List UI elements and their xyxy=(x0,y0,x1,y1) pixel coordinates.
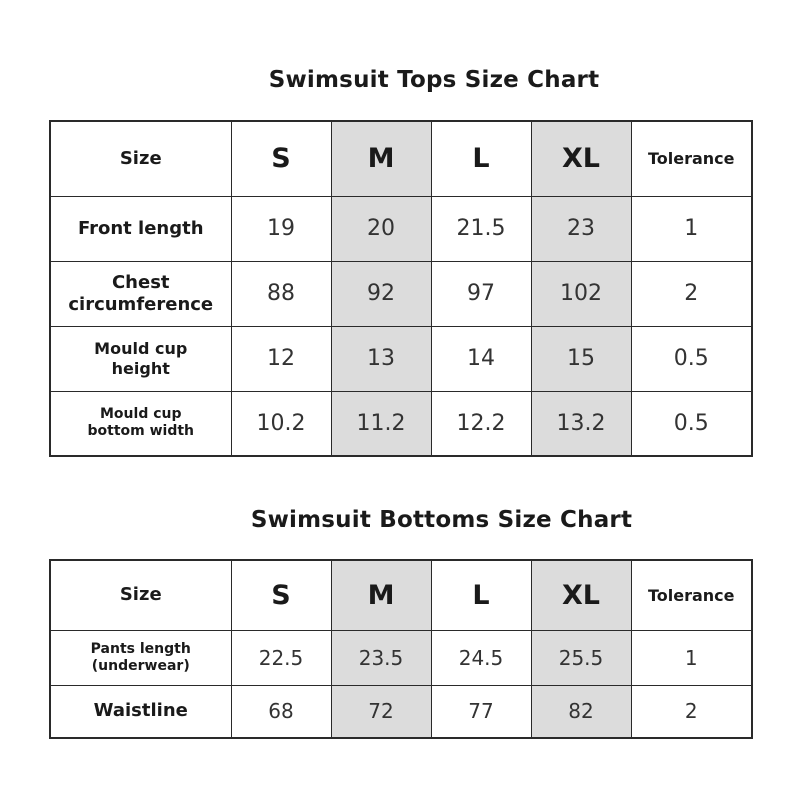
value-cell: 25.5 xyxy=(531,630,631,685)
size-header-label: Size xyxy=(50,121,231,196)
row-label-line: height xyxy=(111,358,170,378)
row-label-line: Mould cup xyxy=(94,338,188,358)
size-m-header: M xyxy=(331,560,431,630)
value-cell: 15 xyxy=(531,326,631,391)
row-label-front-length: Front length xyxy=(50,196,231,261)
table-row xyxy=(50,196,752,261)
row-label-line: Chest xyxy=(111,271,170,293)
value-cell: 20 xyxy=(331,196,431,261)
tolerance-cell: 2 xyxy=(631,685,752,738)
row-label-line: Mould cup xyxy=(100,406,182,423)
table-row xyxy=(50,261,752,326)
row-label-pants-length xyxy=(50,630,231,685)
table-row xyxy=(50,391,752,456)
tolerance-cell: 1 xyxy=(631,630,752,685)
row-label-mould-cup-height xyxy=(50,326,231,391)
table-row xyxy=(50,326,752,391)
tolerance-header: Tolerance xyxy=(631,121,752,196)
bottoms-size-chart-title: Swimsuit Bottoms Size Chart xyxy=(250,507,633,533)
row-label-line: bottom width xyxy=(87,423,195,440)
table-row xyxy=(50,685,752,738)
value-cell: 102 xyxy=(531,261,631,326)
value-cell: 14 xyxy=(431,326,531,391)
value-cell: 72 xyxy=(331,685,431,738)
size-m-header: M xyxy=(331,121,431,196)
tops-size-chart-title: Swimsuit Tops Size Chart xyxy=(268,67,600,93)
value-cell: 10.2 xyxy=(231,391,331,456)
value-cell: 88 xyxy=(231,261,331,326)
value-cell: 12 xyxy=(231,326,331,391)
value-cell: 12.2 xyxy=(431,391,531,456)
bottoms-size-table xyxy=(49,559,753,739)
value-cell: 82 xyxy=(531,685,631,738)
row-label-mould-cup-bottom-width xyxy=(50,391,231,456)
value-cell: 77 xyxy=(431,685,531,738)
value-cell: 97 xyxy=(431,261,531,326)
value-cell: 23 xyxy=(531,196,631,261)
tolerance-cell: 1 xyxy=(631,196,752,261)
table-row xyxy=(50,630,752,685)
size-s-header: S xyxy=(231,560,331,630)
value-cell: 22.5 xyxy=(231,630,331,685)
table-header-row xyxy=(50,560,752,630)
row-label-chest-circumference xyxy=(50,261,231,326)
tops-size-table xyxy=(49,120,753,457)
row-label-waistline: Waistline xyxy=(50,685,231,738)
size-header-label: Size xyxy=(50,560,231,630)
value-cell: 11.2 xyxy=(331,391,431,456)
row-label-line: Pants length xyxy=(90,640,191,657)
value-cell: 24.5 xyxy=(431,630,531,685)
value-cell: 68 xyxy=(231,685,331,738)
tolerance-cell: 0.5 xyxy=(631,391,752,456)
size-xl-header: XL xyxy=(531,121,631,196)
value-cell: 13.2 xyxy=(531,391,631,456)
size-l-header: L xyxy=(431,560,531,630)
row-label-line: circumference xyxy=(68,293,214,315)
tolerance-header: Tolerance xyxy=(631,560,752,630)
value-cell: 21.5 xyxy=(431,196,531,261)
value-cell: 92 xyxy=(331,261,431,326)
row-label-line: (underwear) xyxy=(91,657,190,674)
tolerance-cell: 2 xyxy=(631,261,752,326)
size-l-header: L xyxy=(431,121,531,196)
value-cell: 13 xyxy=(331,326,431,391)
value-cell: 23.5 xyxy=(331,630,431,685)
table-header-row xyxy=(50,121,752,196)
size-s-header: S xyxy=(231,121,331,196)
size-xl-header: XL xyxy=(531,560,631,630)
tolerance-cell: 0.5 xyxy=(631,326,752,391)
value-cell: 19 xyxy=(231,196,331,261)
